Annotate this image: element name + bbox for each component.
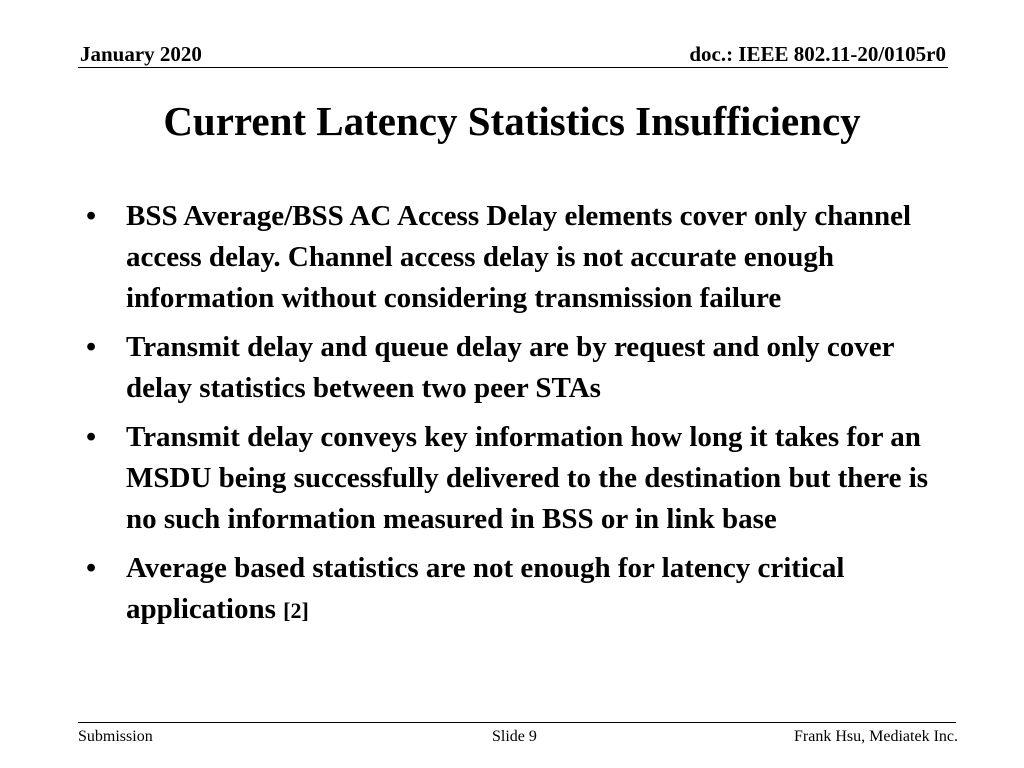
header-date: January 2020 xyxy=(80,42,202,66)
bullet-text: Transmit delay conveys key information how long it takes for an MSDU being successfully delivered to the destination but there is no such information measured in BSS or in link base xyxy=(126,421,929,535)
bullet-text: Average based statistics are not enough for latency critical applications xyxy=(126,552,845,625)
header-doc-id: doc.: IEEE 802.11-20/0105r0 xyxy=(689,42,946,66)
bullet-item xyxy=(82,548,962,631)
bullet-item xyxy=(82,417,962,540)
bullet-mark: • xyxy=(86,200,97,232)
slide-title: Current Latency Statistics Insufficiency xyxy=(163,98,861,144)
footer-slide-number: Slide 9 xyxy=(492,728,537,745)
bullet-mark: • xyxy=(86,331,97,363)
reference-citation: [2] xyxy=(283,598,309,623)
bullet-mark: • xyxy=(86,421,97,453)
footer-divider xyxy=(78,722,956,723)
bullet-text: BSS Average/BSS AC Access Delay elements cover only channel access delay. Channel access delay is not accurate enough information without considering transmission failure xyxy=(126,200,912,314)
bullet-text: Transmit delay and queue delay are by request and only cover delay statistics between two peer STAs xyxy=(126,331,895,404)
footer-submission: Submission xyxy=(78,728,153,745)
bullet-list xyxy=(82,196,962,639)
bullet-mark: • xyxy=(86,552,97,584)
bullet-item xyxy=(82,327,962,409)
footer-author: Frank Hsu, Mediatek Inc. xyxy=(794,728,958,745)
bullet-item xyxy=(82,196,962,319)
header-divider xyxy=(78,67,948,68)
